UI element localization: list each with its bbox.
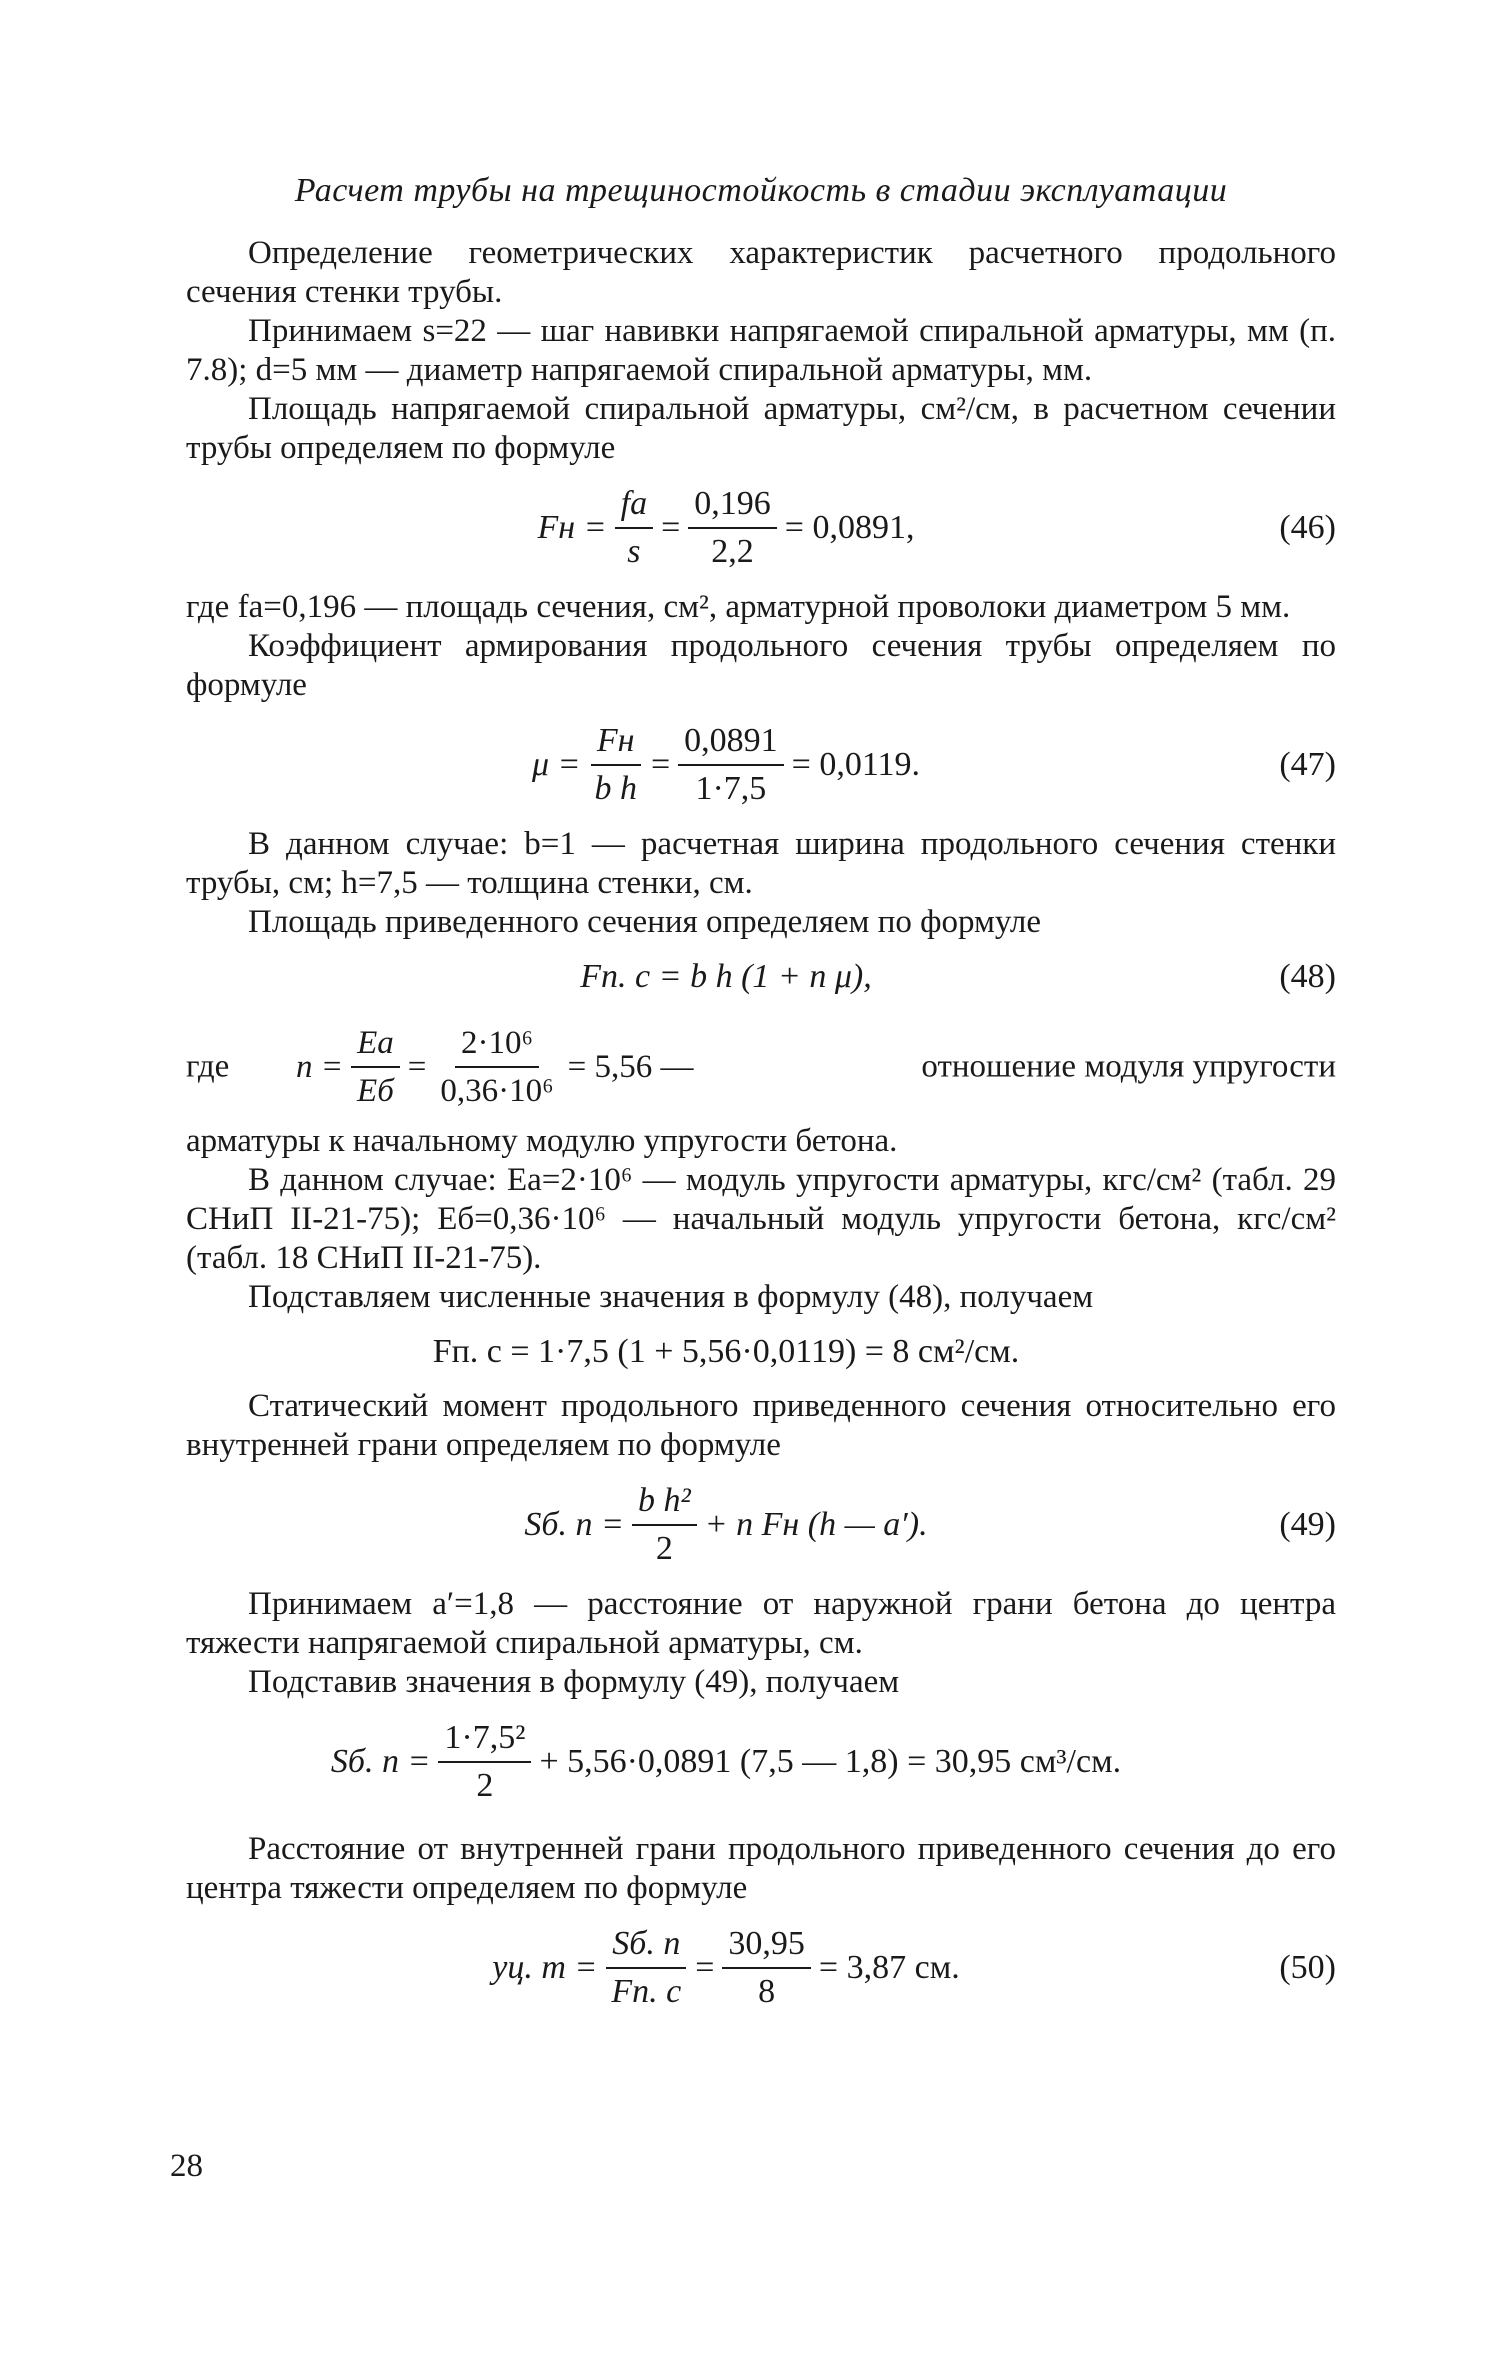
formula-49-number: (49)	[1279, 1506, 1336, 1543]
formula-50-fraction-2	[722, 1923, 811, 2013]
formula-48	[186, 942, 1336, 1012]
formula-46	[186, 468, 1336, 588]
formula-47-lhs: μ =	[531, 746, 581, 783]
formula-n-fraction-2	[434, 1022, 559, 1112]
formula-n-fraction-1	[351, 1022, 400, 1112]
formula-49-calc-lhs: Sб. п =	[330, 1743, 431, 1780]
formula-n-tail: отношение модуля упругости	[921, 1048, 1336, 1085]
paragraph-6: В данном случае: b=1 — расчетная ширина продольного сечения стенки трубы, см; h=7,5 — толщина стенки, см.	[186, 826, 1336, 901]
formula-46-f1-denominator: s	[627, 533, 641, 570]
paragraph-1: Определение геометрических характеристик расчетного продольного сечения стенки трубы.	[186, 235, 1336, 310]
formula-47-f1-denominator: b h	[594, 770, 637, 807]
formula-n-lhs: n =	[296, 1048, 344, 1085]
formula-50-lhs: yц. т =	[492, 1949, 598, 1986]
formula-n-f2-denominator: 0,36·10⁶	[440, 1073, 554, 1109]
formula-47-f2-numerator: 0,0891	[678, 720, 784, 766]
paragraph-13: Подставив значения в формулу (49), получаем	[248, 1664, 900, 1700]
formula-48-number: (48)	[1279, 958, 1336, 995]
formula-50-f2-denominator: 8	[758, 1973, 776, 2010]
formula-49-calc-rest: + 5,56·0,0891 (7,5 — 1,8) = 30,95 см³/см.	[539, 1743, 1122, 1780]
formula-50-equals: =	[695, 1949, 715, 1986]
formula-48-calculation	[186, 1317, 1336, 1387]
formula-50	[186, 1908, 1336, 2028]
paragraph-14: Расстояние от внутренней грани продольного приведенного сечения до его центра тяжести определяем по формуле	[186, 1831, 1336, 1906]
where-label: где	[186, 1048, 230, 1085]
paragraph-12: Принимаем a′=1,8 — расстояние от наружной грани бетона до центра тяжести напрягаемой спиральной арматуры, см.	[186, 1586, 1336, 1661]
formula-50-f1-denominator: Fп. с	[611, 1973, 682, 2010]
paragraph-7: Площадь приведенного сечения определяем по формуле	[248, 904, 1042, 940]
formula-n-f1-denominator: Eб	[357, 1073, 394, 1109]
page-number: 28	[170, 2148, 203, 2184]
formula-49-calculation	[186, 1702, 1336, 1822]
paragraph-11: Статический момент продольного приведенного сечения относительно его внутренней грани определяем по формуле	[186, 1388, 1336, 1463]
paragraph-5: Коэффициент армирования продольного сечения трубы определяем по формуле	[186, 628, 1336, 703]
formula-n-equals: =	[407, 1048, 427, 1085]
formula-48-expression: Fп. с = b h (1 + n μ),	[580, 958, 872, 995]
formula-46-f2-numerator: 0,196	[688, 483, 777, 529]
formula-47-fraction-2	[678, 720, 784, 810]
paragraph-10: Подставляем численные значения в формулу (48), получаем	[248, 1279, 1094, 1315]
formula-n-definition	[186, 1012, 1336, 1122]
section-heading: Расчет трубы на трещиностойкость в стадии эксплуатации	[294, 172, 1228, 209]
formula-46-lhs: Fн =	[537, 509, 607, 546]
formula-46-fraction-1	[615, 483, 653, 573]
formula-47-f2-denominator: 1·7,5	[695, 770, 767, 807]
formula-n-f2-numerator: 2·10⁶	[455, 1022, 539, 1068]
formula-n-body	[296, 1012, 694, 1122]
formula-46-f1-numerator: fа	[615, 483, 653, 529]
formula-50-fraction-1	[605, 1923, 687, 2013]
formula-50-f2-numerator: 30,95	[722, 1923, 811, 1969]
page-content	[186, 160, 1336, 2028]
paragraph-3: Площадь напрягаемой спиральной арматуры, см²/см, в расчетном сечении трубы определяем по формуле	[186, 391, 1336, 466]
formula-49-rest: + n Fн (h — a′).	[704, 1506, 928, 1543]
formula-47-result: = 0,0119.	[791, 746, 921, 783]
formula-46-equals: =	[661, 509, 681, 546]
formula-49-calc-denominator: 2	[476, 1767, 494, 1804]
formula-46-number: (46)	[1279, 509, 1336, 546]
formula-n-f1-numerator: Eа	[351, 1022, 400, 1068]
formula-n-result: = 5,56 —	[567, 1048, 694, 1085]
formula-47-equals: =	[650, 746, 671, 783]
paragraph-4: где fа=0,196 — площадь сечения, см², арматурной проволоки диаметром 5 мм.	[186, 589, 1291, 625]
paragraph-9: В данном случае: Eа=2·10⁶ — модуль упругости арматуры, кгс/см² (табл. 29 СНиП II-21-75); Eб=0,36·10⁶ — начальный модуль упругости бетона, кгс/см² (табл. 18 СНиП II-21-75).	[186, 1162, 1336, 1276]
formula-49-fraction	[632, 1480, 697, 1570]
formula-49-lhs: Sб. п =	[524, 1506, 624, 1543]
paragraph-8: арматуры к начальному модулю упругости бетона.	[186, 1123, 898, 1159]
formula-47	[186, 705, 1336, 825]
formula-46-f2-denominator: 2,2	[711, 533, 754, 570]
formula-50-number: (50)	[1279, 1949, 1336, 1986]
formula-49	[186, 1465, 1336, 1585]
formula-46-result: = 0,0891,	[784, 509, 915, 546]
formula-49-numerator: b h²	[632, 1480, 697, 1526]
paragraph-2: Принимаем s=22 — шаг навивки напрягаемой спиральной арматуры, мм (п. 7.8); d=5 мм — диаметр напрягаемой спиральной арматуры, мм.	[186, 313, 1336, 388]
formula-48-calc-expression: Fп. с = 1·7,5 (1 + 5,56·0,0119) = 8 см²/см.	[432, 1333, 1020, 1370]
formula-50-result: = 3,87 см.	[818, 1949, 960, 1986]
formula-47-f1-numerator: Fн	[591, 720, 641, 766]
formula-47-fraction-1	[588, 720, 643, 810]
formula-49-denominator: 2	[655, 1530, 673, 1567]
formula-50-f1-numerator: Sб. п	[606, 1923, 686, 1969]
formula-49-calc-numerator: 1·7,5²	[438, 1717, 531, 1763]
formula-46-fraction-2	[688, 483, 777, 573]
formula-49-calc-fraction	[438, 1717, 531, 1807]
formula-47-number: (47)	[1279, 746, 1336, 783]
